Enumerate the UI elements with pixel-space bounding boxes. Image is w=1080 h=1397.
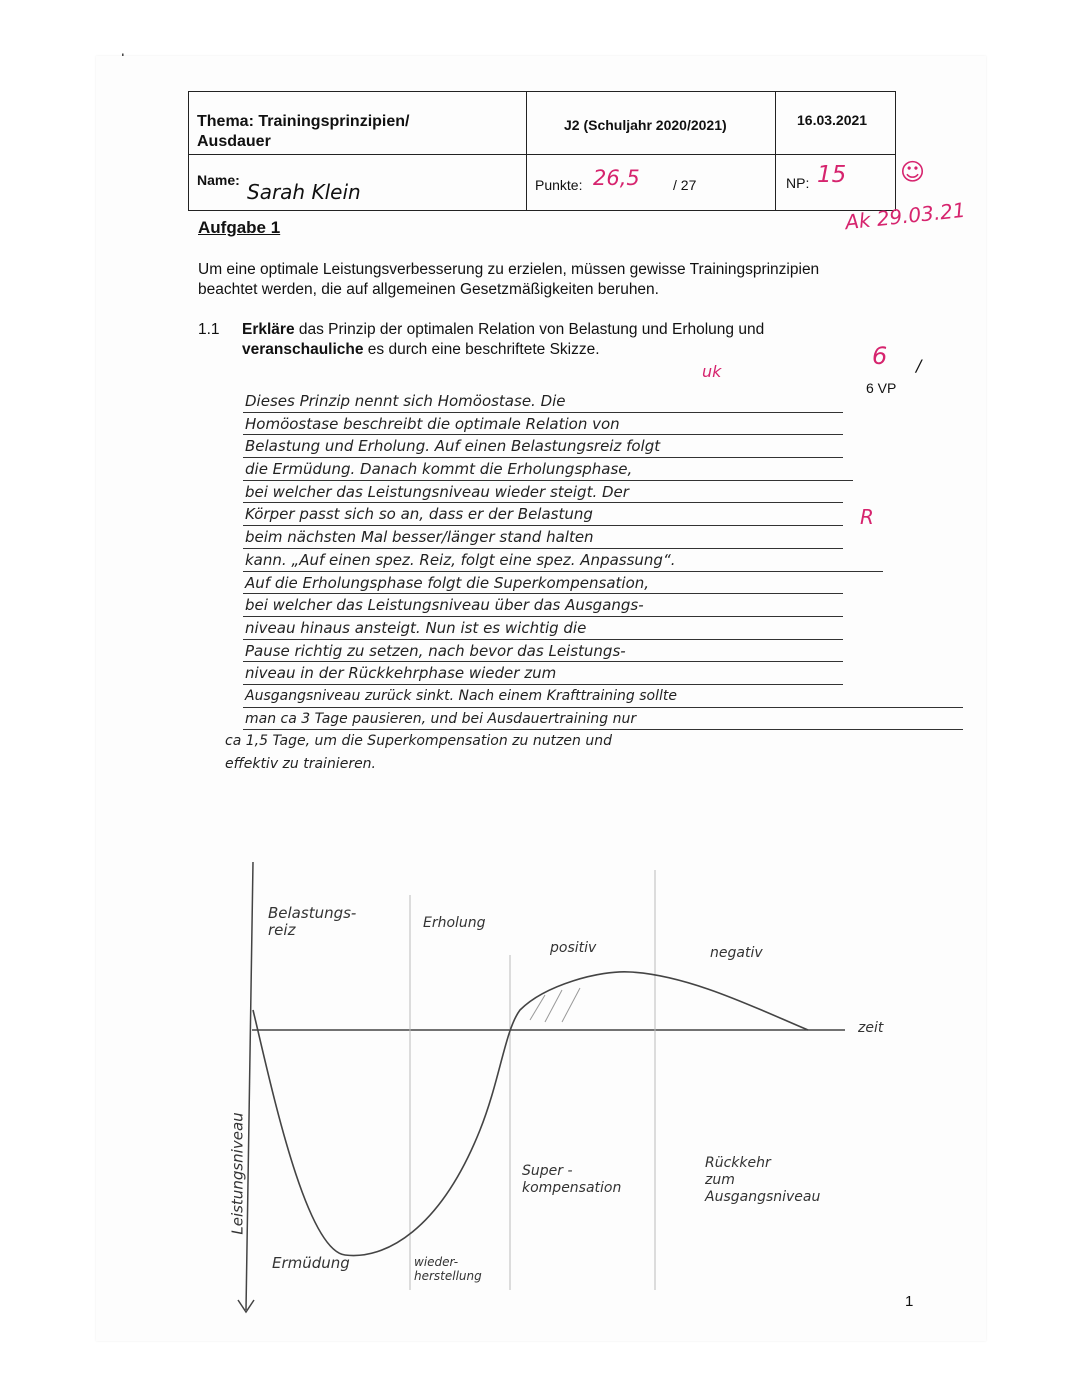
teacher-mark: Ak 29.03.21 bbox=[844, 197, 967, 235]
task-prompt bbox=[242, 320, 882, 360]
points-label: Punkte: bbox=[535, 177, 583, 193]
label-positiv: positiv bbox=[550, 940, 597, 956]
label-belastungsreiz-2: reiz bbox=[268, 921, 296, 939]
np-label: NP: bbox=[786, 175, 810, 191]
answer-line: Dieses Prinzip nennt sich Homöostase. Die bbox=[243, 390, 843, 413]
points-max: / 27 bbox=[673, 177, 697, 193]
task-intro bbox=[198, 260, 938, 300]
answer-line: die Ermüdung. Danach kommt die Erholungsphase, bbox=[243, 458, 853, 481]
smiley-icon: ☺ bbox=[900, 158, 926, 186]
answer-line: Ausgangsniveau zurück sinkt. Nach einem Krafttraining sollte bbox=[243, 685, 963, 708]
thema-label: Thema: Trainingsprinzipien/ bbox=[197, 113, 410, 130]
answer-line: bei welcher das Leistungsniveau über das Ausgangs- bbox=[243, 594, 843, 617]
prompt-verb-2: veranschauliche bbox=[242, 341, 364, 358]
answer-text bbox=[225, 390, 943, 776]
label-superkompensation bbox=[522, 1163, 621, 1197]
answer-line: ca 1,5 Tage, um die Superkompensation zu nutzen und bbox=[225, 733, 612, 750]
answer-line: bei welcher das Leistungsniveau wieder steigt. Der bbox=[243, 481, 843, 504]
name-value: Sarah Klein bbox=[247, 180, 361, 204]
label-rueckkehr-3: Ausgangsniveau bbox=[705, 1189, 821, 1205]
task-intro-line-2: beachtet werden, die auf allgemeinen Gesetzmäßigkeiten beruhen. bbox=[198, 281, 659, 298]
thema-label-2: Ausdauer bbox=[197, 133, 271, 150]
score-slash: / bbox=[916, 356, 922, 375]
score-max: 6 VP bbox=[866, 380, 897, 396]
label-rueckkehr-2: zum bbox=[705, 1172, 735, 1188]
answer-line: beim nächsten Mal besser/länger stand halten bbox=[243, 526, 843, 549]
label-belastungsreiz-1: Belastungs- bbox=[268, 904, 357, 922]
label-wiederherstellung bbox=[414, 1255, 482, 1283]
prompt-verb-1: Erkläre bbox=[242, 321, 295, 338]
label-superkomp-1: Super - bbox=[522, 1163, 573, 1179]
prompt-rest-1: das Prinzip der optimalen Relation von Belastung und Erholung und bbox=[294, 321, 765, 338]
label-rueckkehr-1: Rückkehr bbox=[705, 1155, 771, 1171]
y-axis-label: Leistungsniveau bbox=[228, 1112, 247, 1235]
answer-line: Auf die Erholungsphase folgt die Superkompensation, bbox=[243, 572, 843, 595]
label-belastungsreiz bbox=[268, 905, 356, 939]
answer-line: effektiv zu trainieren. bbox=[225, 756, 377, 772]
prompt-rest-2: es durch eine beschriftete Skizze. bbox=[363, 341, 600, 358]
answer-line: Körper passt sich so an, dass er der Belastung bbox=[243, 503, 843, 526]
answer-line: Pause richtig zu setzen, nach bevor das Leistungs- bbox=[243, 640, 843, 663]
answer-line: niveau in der Rückkehrphase wieder zum bbox=[243, 662, 843, 685]
answer-line: niveau hinaus ansteigt. Nun ist es wichtig die bbox=[243, 617, 843, 640]
task-heading: Aufgabe 1 bbox=[198, 218, 281, 237]
class-cell: J2 (Schuljahr 2020/2021) bbox=[564, 117, 727, 133]
margin-mark-uk: uk bbox=[702, 362, 722, 381]
label-wieder-1: wieder- bbox=[414, 1255, 459, 1269]
header-table bbox=[188, 91, 896, 211]
thema-cell bbox=[197, 112, 517, 152]
np-value: 15 bbox=[817, 162, 847, 188]
page-number: 1 bbox=[905, 1293, 914, 1310]
answer-line: Belastung und Erholung. Auf einen Belastungsreiz folgt bbox=[243, 435, 843, 458]
label-erholung: Erholung bbox=[423, 915, 486, 931]
task-number: 1.1 bbox=[198, 321, 220, 338]
margin-mark-r: R bbox=[860, 505, 874, 529]
score-given: 6 bbox=[872, 342, 888, 370]
task-intro-line-1: Um eine optimale Leistungsverbesserung zu erzielen, müssen gewisse Trainingsprinzipien bbox=[198, 261, 820, 278]
label-negativ: negativ bbox=[710, 945, 763, 961]
answer-line: Homöostase beschreibt die optimale Relation von bbox=[243, 413, 843, 436]
label-superkomp-2: kompensation bbox=[522, 1180, 622, 1196]
label-wieder-2: herstellung bbox=[414, 1269, 482, 1283]
answer-line: kann. „Auf einen spez. Reiz, folgt eine spez. Anpassung“. bbox=[243, 549, 883, 572]
answer-line: man ca 3 Tage pausieren, und bei Ausdauertraining nur bbox=[243, 708, 963, 731]
x-axis-label: zeit bbox=[858, 1020, 884, 1036]
date-cell: 16.03.2021 bbox=[797, 112, 868, 128]
label-ermuedung: Ermüdung bbox=[272, 1254, 350, 1272]
points-value: 26,5 bbox=[593, 166, 640, 190]
label-rueckkehr bbox=[705, 1155, 820, 1206]
name-label: Name: bbox=[197, 172, 240, 188]
